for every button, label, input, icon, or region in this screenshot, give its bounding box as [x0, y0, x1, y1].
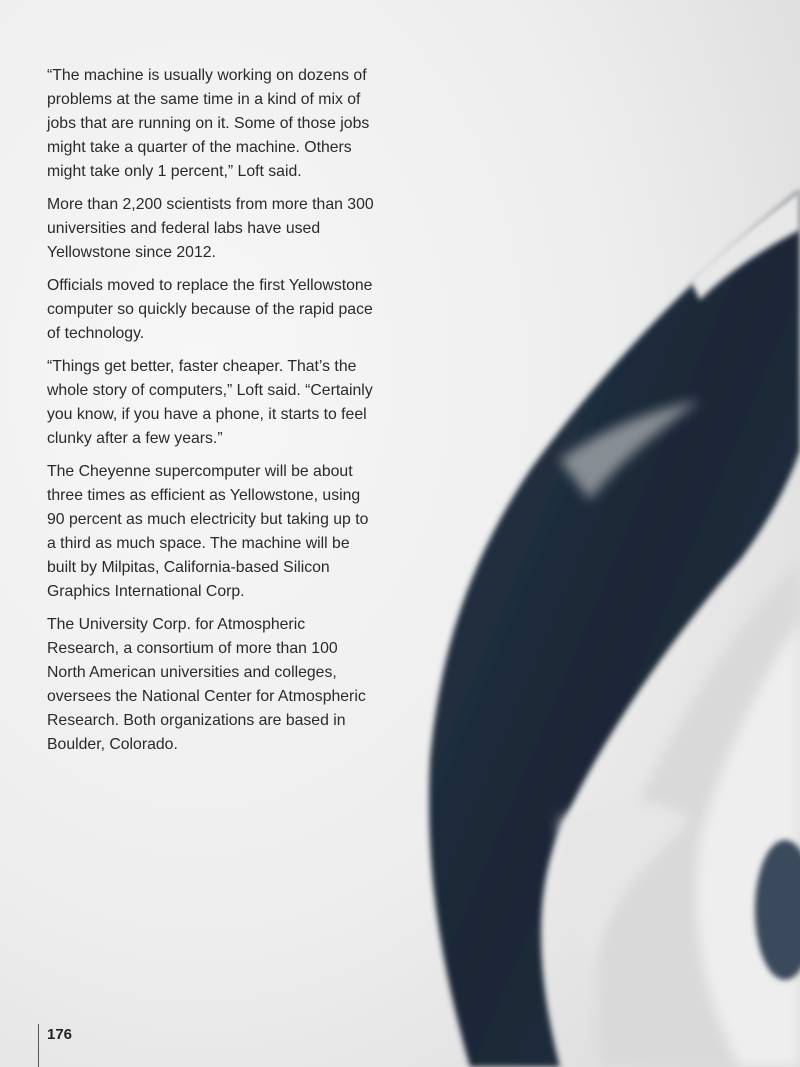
paragraph: More than 2,200 scientists from more than 300 universities and federal labs have used Yellowstone since 2012. [47, 196, 374, 261]
paragraph: The Cheyenne supercomputer will be about three times as efficient as Yellowstone, using 90 percent as much electricity but taking up to a third as much space. The machine will be built by Milpitas, California-based Silicon Graphics International Corp. [47, 463, 369, 600]
page-number-divider [38, 1024, 39, 1067]
article-body [47, 64, 377, 766]
page-number: 176 [47, 1026, 73, 1043]
paragraph: The University Corp. for Atmospheric Research, a consortium of more than 100 North American universities and colleges, oversees the National Center for Atmospheric Research. Both organizations are based in Boulder, Colorado. [47, 616, 366, 753]
paragraph: Officials moved to replace the first Yellowstone computer so quickly because of the rapid pace of technology. [47, 277, 373, 342]
paragraph: “Things get better, faster cheaper. That’s the whole story of computers,” Loft said. “Certainly you know, if you have a phone, it starts to feel clunky after a few years.” [47, 358, 373, 447]
paragraph: “The machine is usually working on dozens of problems at the same time in a kind of mix of jobs that are running on it. Some of those jobs might take a quarter of the machine. Others might take only 1 percent,” Loft said. [47, 67, 370, 180]
